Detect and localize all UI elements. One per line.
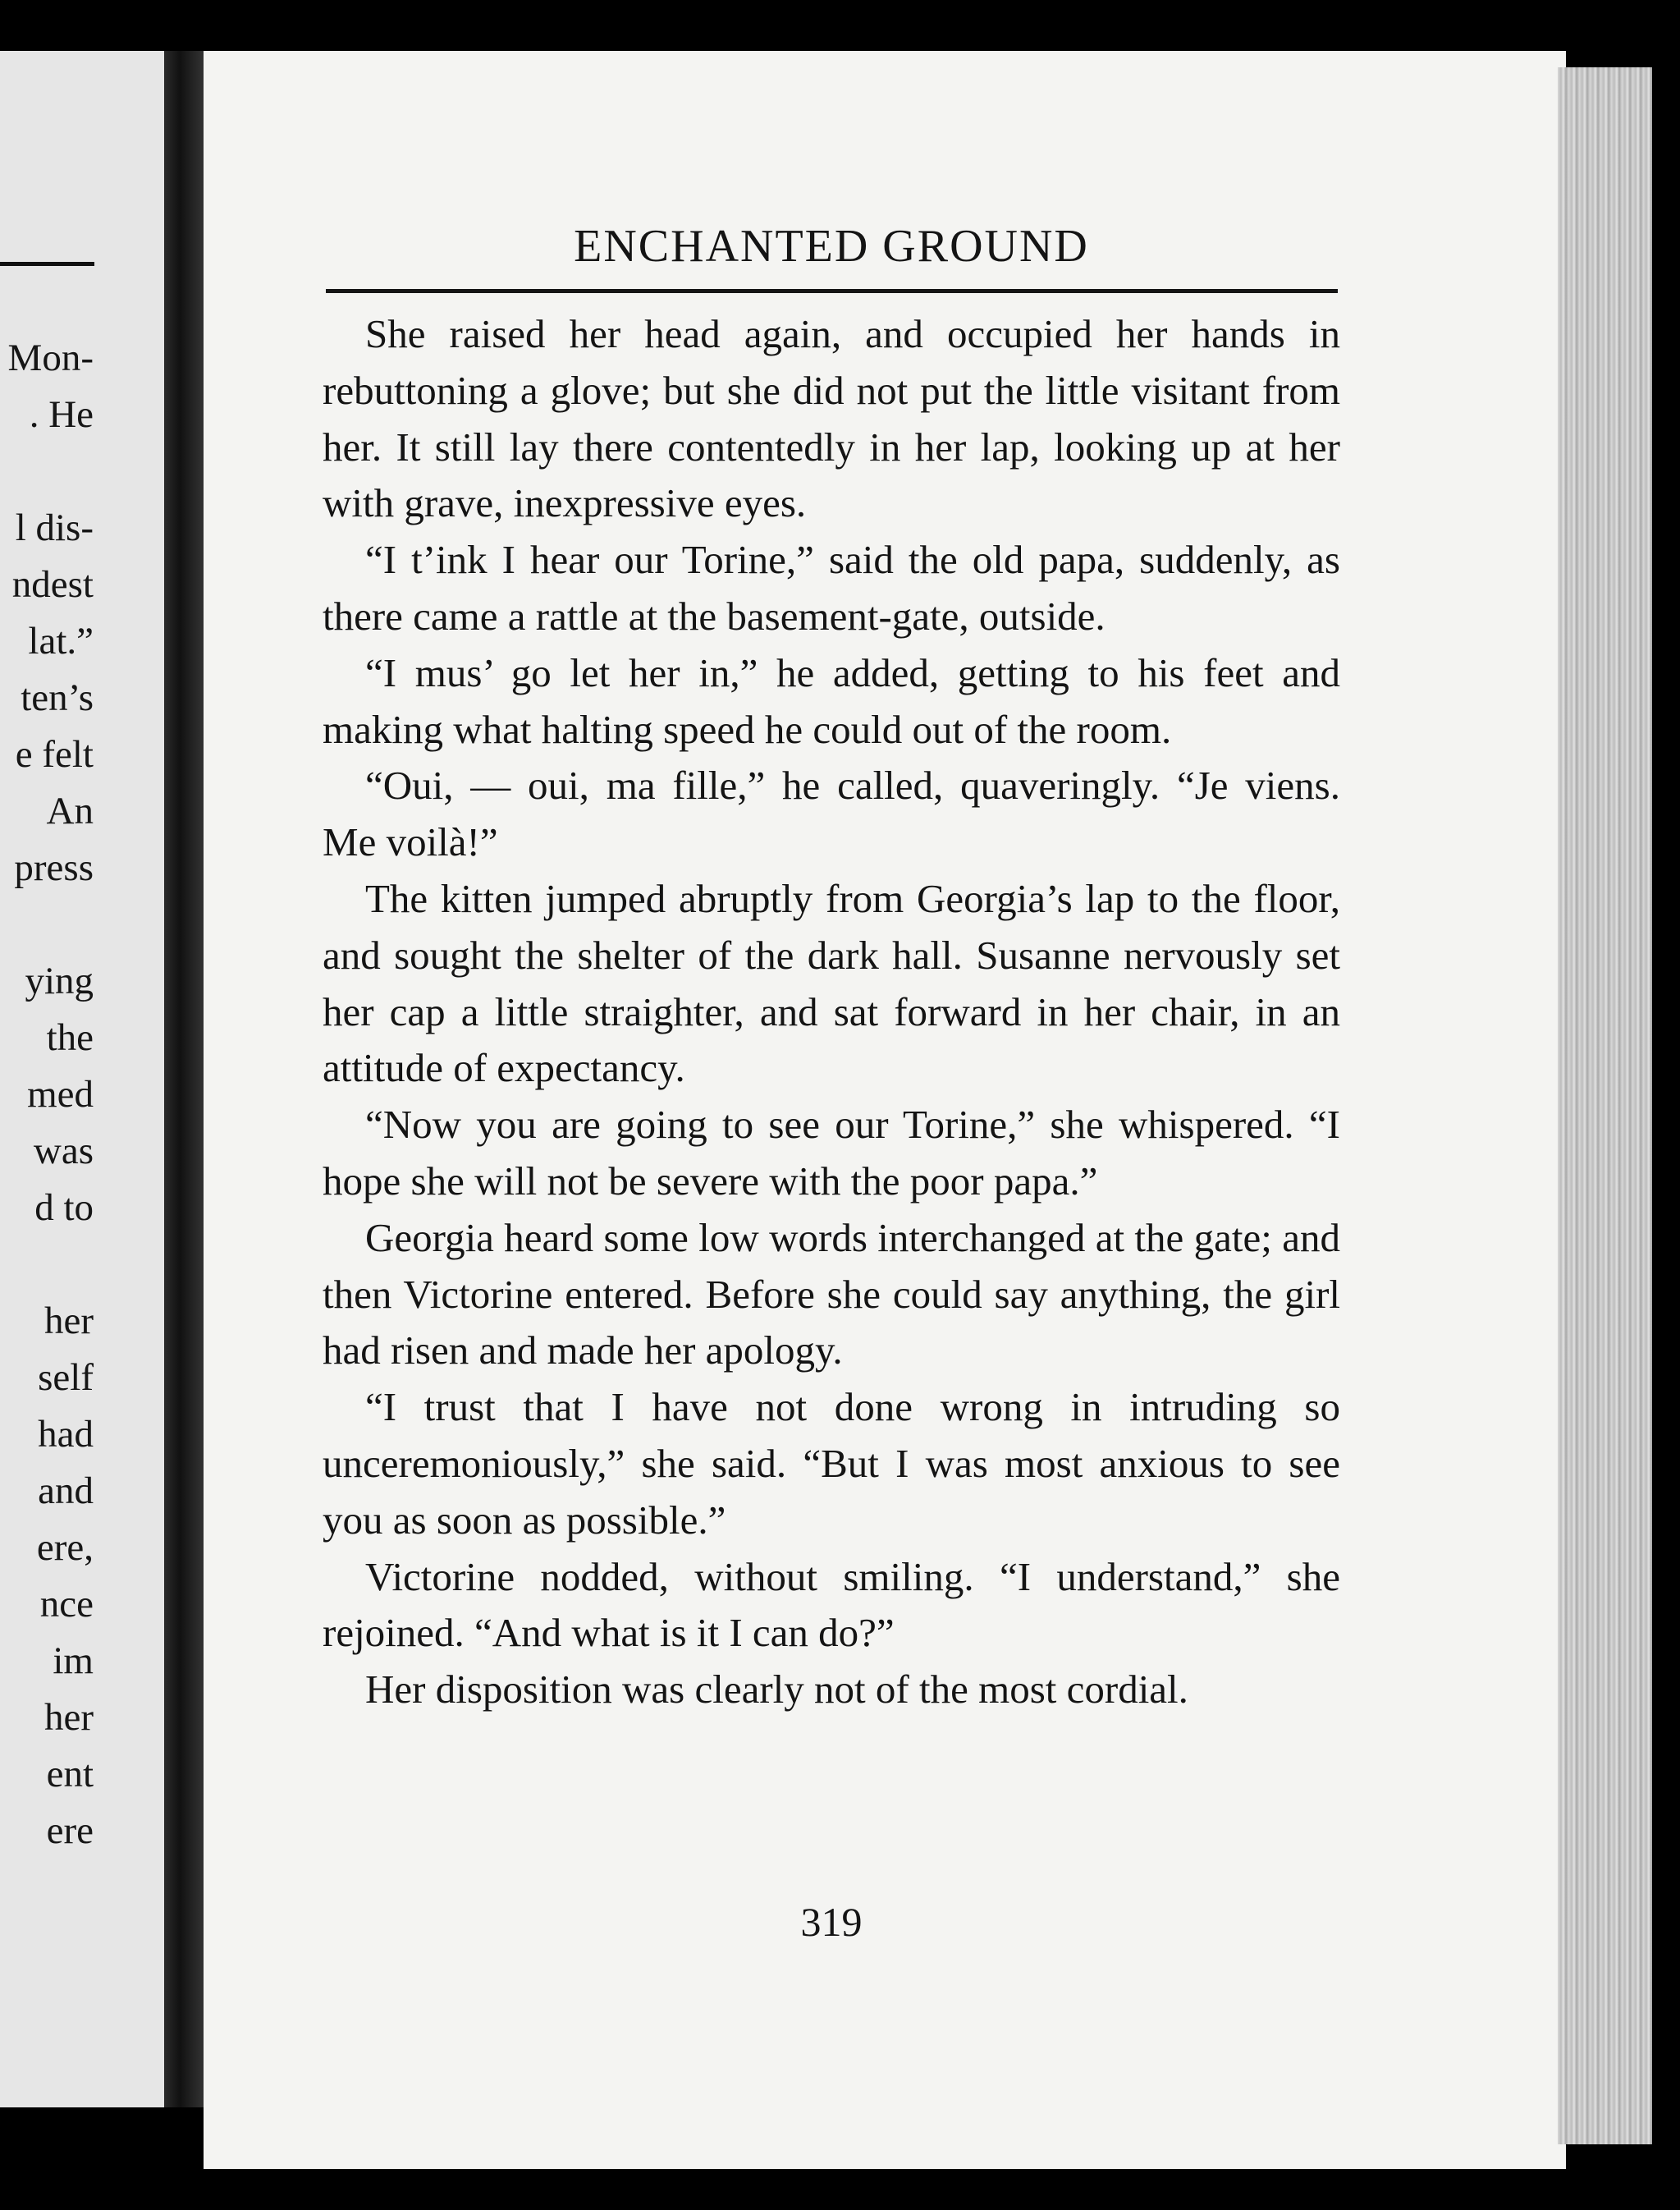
running-head-rule [326, 289, 1338, 293]
paragraph: The kitten jumped abruptly from Georgia’s lap to the floor, and sought the shelter of the dark hall. Susanne nervously set her cap a little straighter, and sat forward in her chair, in an attitude of expectancy. [323, 875, 1340, 1091]
left-line: l dis- [15, 507, 94, 549]
left-page [0, 51, 164, 2107]
left-page-text [0, 330, 94, 1859]
body-text [323, 306, 1340, 1718]
left-line: lat.” [28, 620, 94, 663]
left-line: ere, [36, 1526, 94, 1569]
left-line: self [38, 1356, 94, 1399]
left-line: her [43, 1696, 94, 1739]
left-line: nce [39, 1583, 94, 1625]
page-block-edge [1558, 67, 1652, 2144]
left-line: e felt [15, 733, 94, 776]
left-line: had [38, 1413, 94, 1456]
page-number: 319 [800, 1899, 863, 1945]
book-gutter [164, 51, 204, 2107]
left-line: An [46, 790, 94, 832]
left-page-rule [0, 262, 94, 266]
paragraph: “Oui, — oui, ma fille,” he called, quaveringly. “Je viens. Me voilà!” [323, 763, 1340, 865]
running-head: ENCHANTED GROUND [574, 221, 1089, 272]
left-line: was [33, 1130, 94, 1172]
left-line: d to [34, 1186, 94, 1229]
paragraph: Georgia heard some low words interchanged at the gate; and then Victorine entered. Before she could say anything, the girl had risen and made her apology. [323, 1214, 1340, 1373]
paragraph: “I t’ink I hear our Torine,” said the old papa, suddenly, as there came a rattle at the basement-gate, outside. [323, 537, 1340, 639]
paragraph: “Now you are going to see our Torine,” she whispered. “I hope she will not be severe with the poor papa.” [323, 1102, 1340, 1204]
left-line [0, 443, 94, 500]
left-line: Mon- [7, 337, 94, 379]
left-line: her [43, 1300, 94, 1342]
left-line: ying [25, 960, 94, 1002]
paragraph: Her disposition was clearly not of the most cordial. [365, 1667, 1188, 1713]
left-line: press [14, 846, 94, 889]
paragraph: “I trust that I have not done wrong in intruding so unceremoniously,” she said. “But I was most anxious to see you as soon as possible.” [323, 1384, 1340, 1543]
left-line: med [27, 1073, 94, 1116]
left-line: the [46, 1016, 94, 1059]
left-line [0, 896, 94, 953]
paragraph: Victorine nodded, without smiling. “I understand,” she rejoined. “And what is it I can do?” [323, 1553, 1340, 1656]
left-line: ent [46, 1753, 94, 1795]
left-line: ten’s [21, 676, 94, 719]
paragraph: She raised her head again, and occupied her hands in rebuttoning a glove; but she did not put the little visitant from her. It still lay there contentedly in her lap, looking up at her with grave, inexpressive eyes. [323, 311, 1340, 526]
left-line: . He [29, 393, 94, 436]
left-line: ndest [11, 563, 94, 606]
paragraph: “I mus’ go let her in,” he added, getting to his feet and making what halting speed he could out of the room. [323, 649, 1340, 752]
left-line: and [38, 1470, 94, 1512]
left-line: im [53, 1639, 94, 1682]
left-line: ere [46, 1809, 94, 1852]
left-line [0, 1236, 94, 1293]
